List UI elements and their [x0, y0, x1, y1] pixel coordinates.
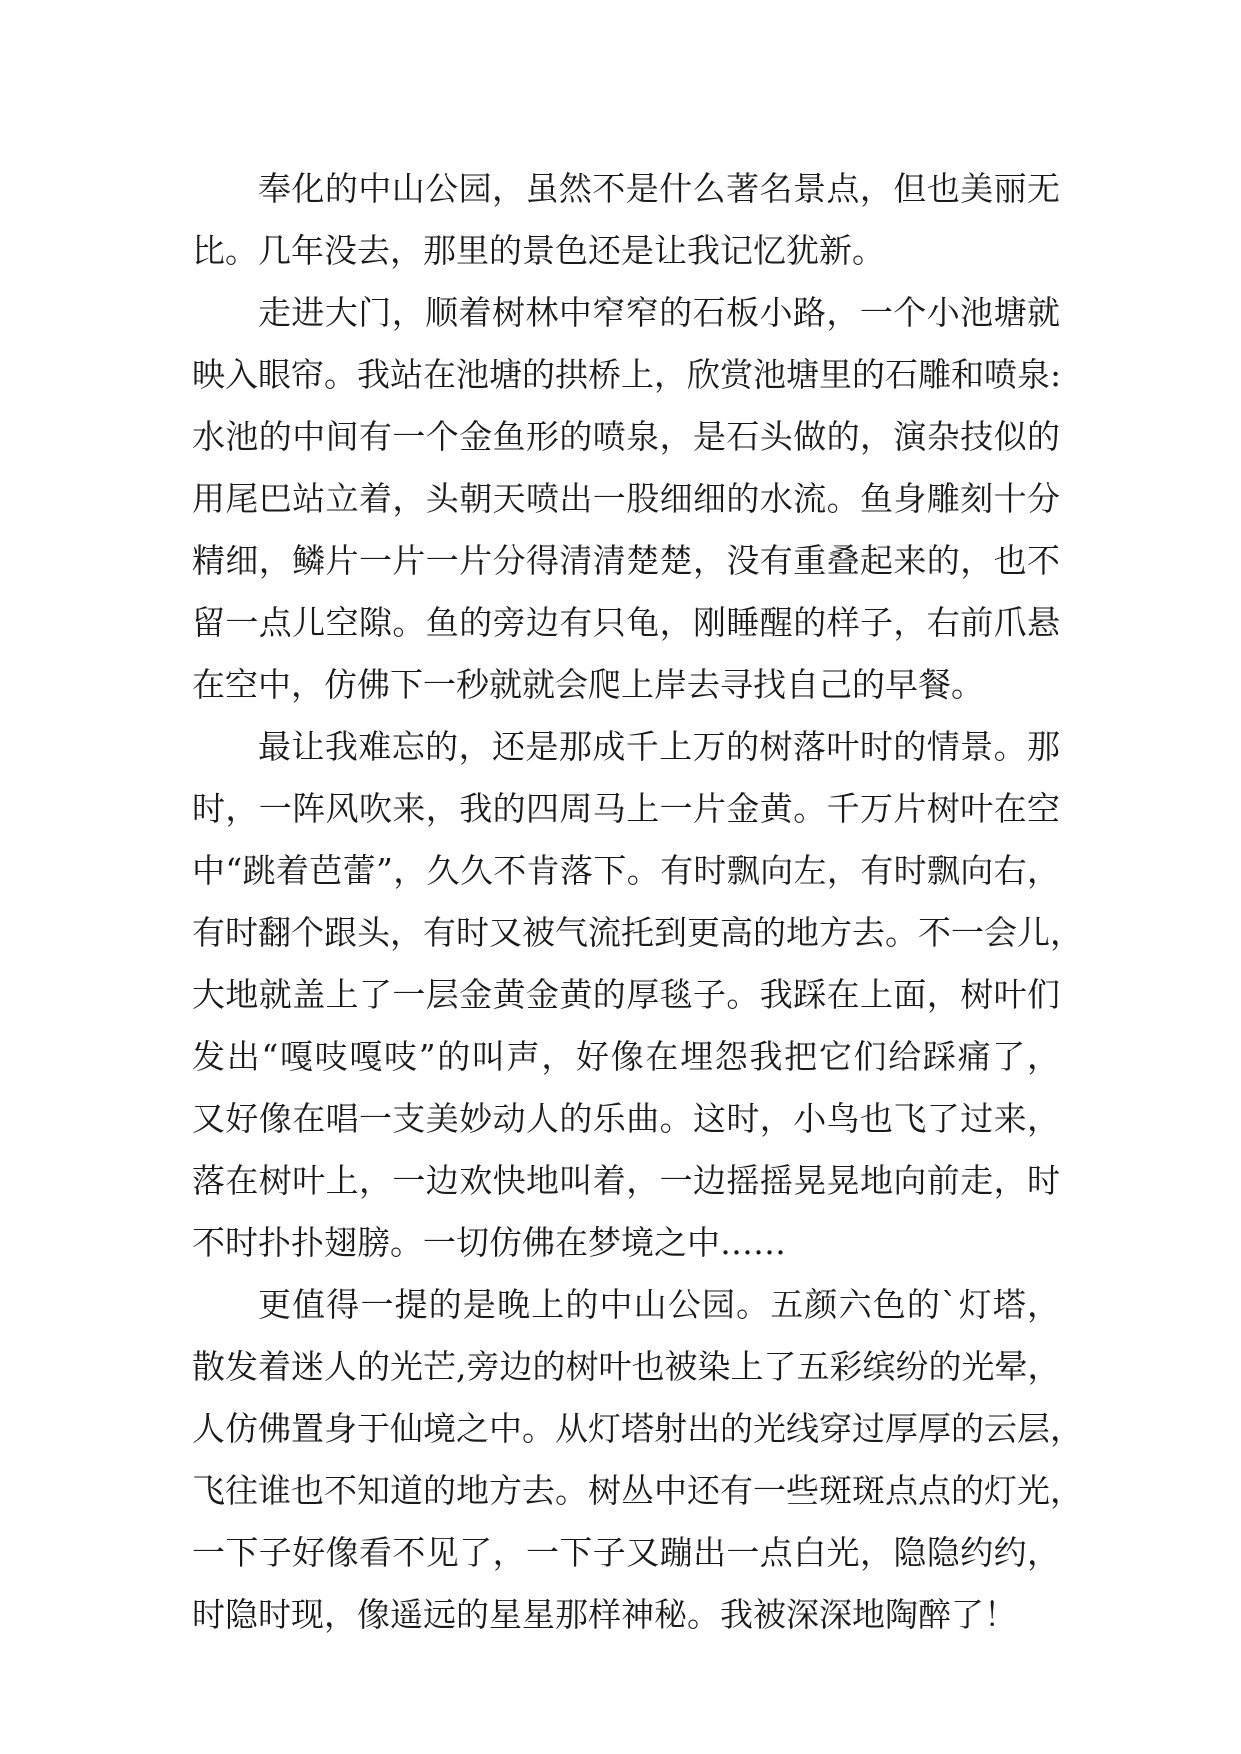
paragraph-line: 用尾巴站立着，头朝天喷出一股细细的水流。鱼身雕刻十分: [192, 479, 1060, 518]
paragraph-line: 时隐时现，像遥远的星星那样神秘。我被深深地陶醉了！: [192, 1595, 1017, 1634]
paragraph-1: [192, 158, 1060, 282]
paragraph-line: 在空中，仿佛下一秒就就会爬上岸去寻找自己的早餐。: [192, 665, 984, 704]
paragraph-line: 有时翻个跟头，有时又被气流托到更高的地方去。不一会儿，: [192, 913, 1083, 952]
paragraph-line: 散发着迷人的光芒,旁边的树叶也被染上了五彩缤纷的光晕，: [192, 1347, 1061, 1386]
document-body: [192, 158, 1083, 1646]
paragraph-line: 中“跳着芭蕾”，久久不肯落下。有时飘向左，有时飘向右，: [192, 851, 1060, 890]
paragraph-line: 比。几年没去，那里的景色还是让我记忆犹新。: [192, 231, 885, 270]
paragraph-3: [192, 716, 1083, 1274]
paragraph-line: 飞往谁也不知道的地方去。树丛中还有一些斑斑点点的灯光，: [192, 1471, 1083, 1510]
paragraph-2: [192, 282, 1060, 716]
paragraph-line: 精细，鳞片一片一片分得清清楚楚，没有重叠起来的，也不: [192, 541, 1060, 580]
paragraph-line: 最让我难忘的，还是那成千上万的树落叶时的情景。那: [258, 727, 1060, 766]
paragraph-line: 一下子好像看不见了，一下子又蹦出一点白光，隐隐约约，: [192, 1533, 1060, 1572]
paragraph-line: 大地就盖上了一层金黄金黄的厚毯子。我踩在上面，树叶们: [192, 975, 1060, 1014]
paragraph-line: 又好像在唱一支美妙动人的乐曲。这时，小鸟也飞了过来，: [192, 1099, 1060, 1138]
paragraph-line: 时，一阵风吹来，我的四周马上一片金黄。千万片树叶在空: [192, 789, 1060, 828]
paragraph-line: 走进大门，顺着树林中窄窄的石板小路，一个小池塘就: [258, 293, 1060, 332]
paragraph-line: 更值得一提的是晚上的中山公园。五颜六色的`灯塔，: [258, 1285, 1060, 1324]
paragraph-line: 人仿佛置身于仙境之中。从灯塔射出的光线穿过厚厚的云层，: [192, 1409, 1083, 1448]
paragraph-line: 不时扑扑翅膀。一切仿佛在梦境之中……: [192, 1223, 786, 1262]
paragraph-line: 映入眼帘。我站在池塘的拱桥上，欣赏池塘里的石雕和喷泉:: [192, 355, 1062, 394]
paragraph-line: 奉化的中山公园，虽然不是什么著名景点，但也美丽无: [258, 169, 1060, 208]
paragraph-line: 落在树叶上，一边欢快地叫着，一边摇摇晃晃地向前走，时: [192, 1161, 1060, 1200]
paragraph-line: 发出“嘎吱嘎吱”的叫声，好像在埋怨我把它们给踩痛了，: [192, 1037, 1060, 1076]
paragraph-line: 留一点儿空隙。鱼的旁边有只龟，刚睡醒的样子，右前爪悬: [192, 603, 1060, 642]
paragraph-line: 水池的中间有一个金鱼形的喷泉，是石头做的，演杂技似的: [192, 417, 1060, 456]
paragraph-4: [192, 1274, 1083, 1646]
